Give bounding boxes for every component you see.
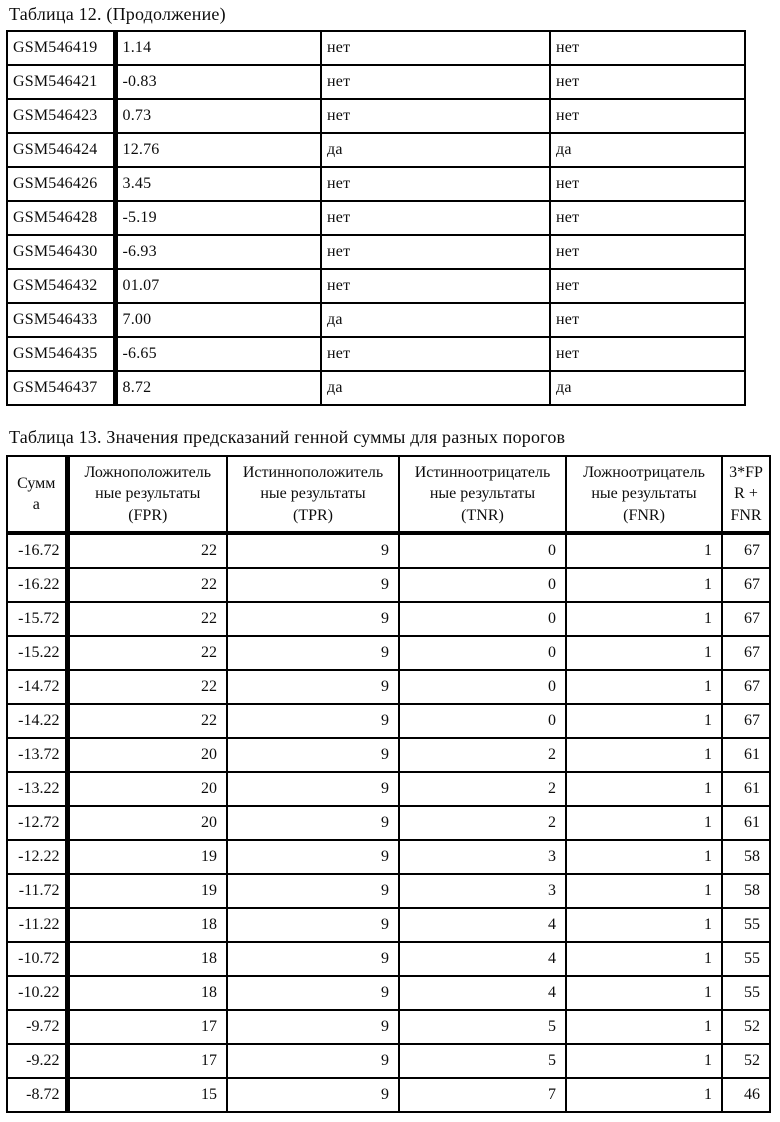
sum-cell: -14.22 [7,704,67,738]
value-cell: -5.19 [115,201,321,235]
table-row [7,874,770,908]
table-row [7,167,745,201]
header-fpr: Ложноположитель ные результаты (FPR) [67,456,227,533]
tpr-cell: 9 [227,1078,399,1112]
score-cell: 67 [722,670,770,704]
col3-cell: да [321,371,550,405]
table-row [7,568,770,602]
value-cell: 12.76 [115,133,321,167]
col3-cell: нет [321,337,550,371]
sample-id-cell: GSM546419 [7,31,115,65]
tnr-cell: 2 [399,806,566,840]
fpr-cell: 22 [67,602,227,636]
col4-cell: да [550,133,745,167]
tnr-cell: 0 [399,568,566,602]
fpr-cell: 17 [67,1044,227,1078]
table-row [7,269,745,303]
score-cell: 52 [722,1044,770,1078]
fnr-cell: 1 [566,533,722,568]
fnr-cell: 1 [566,772,722,806]
tnr-cell: 0 [399,602,566,636]
score-cell: 67 [722,704,770,738]
table-13-title: Таблица 13. Значения предсказаний генной суммы для разных порогов [9,427,566,447]
table-row [7,31,745,65]
tpr-cell: 9 [227,636,399,670]
tnr-cell: 5 [399,1044,566,1078]
col4-cell: нет [550,337,745,371]
value-cell: 8.72 [115,371,321,405]
col4-cell: нет [550,99,745,133]
table-row [7,806,770,840]
tnr-cell: 0 [399,533,566,568]
sum-cell: -12.72 [7,806,67,840]
sample-id-cell: GSM546428 [7,201,115,235]
table-row [7,738,770,772]
fpr-cell: 18 [67,908,227,942]
fpr-cell: 20 [67,806,227,840]
tpr-cell: 9 [227,602,399,636]
score-cell: 61 [722,738,770,772]
col4-cell: нет [550,269,745,303]
tpr-cell: 9 [227,908,399,942]
fnr-cell: 1 [566,1078,722,1112]
value-cell: 7.00 [115,303,321,337]
table-row [7,1010,770,1044]
table-row [7,65,745,99]
col4-cell: нет [550,235,745,269]
table-12 [6,30,746,406]
fnr-cell: 1 [566,1010,722,1044]
sample-id-cell: GSM546424 [7,133,115,167]
tpr-cell: 9 [227,840,399,874]
fpr-cell: 15 [67,1078,227,1112]
col4-cell: да [550,371,745,405]
score-cell: 67 [722,568,770,602]
sum-cell: -15.22 [7,636,67,670]
tnr-cell: 0 [399,670,566,704]
fnr-cell: 1 [566,1044,722,1078]
header-fnr: Ложноотрицатель ные результаты (FNR) [566,456,722,533]
sum-cell: -9.22 [7,1044,67,1078]
sum-cell: -16.22 [7,568,67,602]
col3-cell: да [321,303,550,337]
tnr-cell: 2 [399,738,566,772]
tpr-cell: 9 [227,704,399,738]
col4-cell: нет [550,201,745,235]
value-cell: 1.14 [115,31,321,65]
tpr-cell: 9 [227,738,399,772]
table-row [7,908,770,942]
table-row [7,670,770,704]
tpr-cell: 9 [227,1044,399,1078]
table-row [7,201,745,235]
value-cell: -0.83 [115,65,321,99]
table-row [7,1044,770,1078]
table-row [7,371,745,405]
score-cell: 58 [722,874,770,908]
sample-id-cell: GSM546421 [7,65,115,99]
score-cell: 67 [722,533,770,568]
sample-id-cell: GSM546433 [7,303,115,337]
fpr-cell: 22 [67,670,227,704]
score-cell: 61 [722,806,770,840]
tpr-cell: 9 [227,806,399,840]
fnr-cell: 1 [566,976,722,1010]
table-row [7,1078,770,1112]
sample-id-cell: GSM546435 [7,337,115,371]
fpr-cell: 18 [67,942,227,976]
sum-cell: -16.72 [7,533,67,568]
fnr-cell: 1 [566,704,722,738]
tpr-cell: 9 [227,772,399,806]
score-cell: 67 [722,602,770,636]
tnr-cell: 4 [399,942,566,976]
score-cell: 55 [722,976,770,1010]
sum-cell: -10.72 [7,942,67,976]
col3-cell: нет [321,99,550,133]
col4-cell: нет [550,31,745,65]
value-cell: -6.93 [115,235,321,269]
table-row [7,840,770,874]
tnr-cell: 3 [399,874,566,908]
table-row [7,772,770,806]
tpr-cell: 9 [227,670,399,704]
tpr-cell: 9 [227,976,399,1010]
sample-id-cell: GSM546423 [7,99,115,133]
tnr-cell: 0 [399,636,566,670]
sample-id-cell: GSM546437 [7,371,115,405]
fpr-cell: 20 [67,738,227,772]
tnr-cell: 7 [399,1078,566,1112]
sum-cell: -11.22 [7,908,67,942]
sum-cell: -15.72 [7,602,67,636]
col3-cell: нет [321,167,550,201]
fpr-cell: 22 [67,704,227,738]
fnr-cell: 1 [566,636,722,670]
value-cell: 3.45 [115,167,321,201]
table-13 [6,455,771,1113]
fpr-cell: 17 [67,1010,227,1044]
tpr-cell: 9 [227,942,399,976]
tnr-cell: 2 [399,772,566,806]
fpr-cell: 20 [67,772,227,806]
tpr-cell: 9 [227,874,399,908]
tnr-cell: 0 [399,704,566,738]
col3-cell: да [321,133,550,167]
tnr-cell: 4 [399,908,566,942]
table-row [7,942,770,976]
fnr-cell: 1 [566,602,722,636]
sample-id-cell: GSM546432 [7,269,115,303]
table-row [7,337,745,371]
header-tnr: Истинноотрицатель ные результаты (TNR) [399,456,566,533]
col3-cell: нет [321,65,550,99]
fnr-cell: 1 [566,670,722,704]
table-row [7,235,745,269]
header-score: 3*FP R + FNR [722,456,770,533]
sample-id-cell: GSM546426 [7,167,115,201]
score-cell: 55 [722,908,770,942]
fpr-cell: 19 [67,874,227,908]
table-row [7,99,745,133]
col4-cell: нет [550,303,745,337]
fnr-cell: 1 [566,874,722,908]
fnr-cell: 1 [566,942,722,976]
fpr-cell: 22 [67,533,227,568]
table-row [7,133,745,167]
tnr-cell: 3 [399,840,566,874]
sum-cell: -8.72 [7,1078,67,1112]
fpr-cell: 19 [67,840,227,874]
table-row [7,704,770,738]
sum-cell: -11.72 [7,874,67,908]
col4-cell: нет [550,65,745,99]
tnr-cell: 5 [399,1010,566,1044]
table-row [7,602,770,636]
col3-cell: нет [321,235,550,269]
sample-id-cell: GSM546430 [7,235,115,269]
fnr-cell: 1 [566,738,722,772]
tnr-cell: 4 [399,976,566,1010]
header-sum: Сумм а [7,456,67,533]
value-cell: 0.73 [115,99,321,133]
score-cell: 67 [722,636,770,670]
fnr-cell: 1 [566,908,722,942]
table-row [7,303,745,337]
score-cell: 58 [722,840,770,874]
sum-cell: -10.22 [7,976,67,1010]
fnr-cell: 1 [566,568,722,602]
score-cell: 46 [722,1078,770,1112]
table-12-title: Таблица 12. (Продолжение) [9,4,226,24]
table-row [7,976,770,1010]
value-cell: -6.65 [115,337,321,371]
sum-cell: -9.72 [7,1010,67,1044]
table-row [7,533,770,568]
header-tpr: Истинноположитель ные результаты (TPR) [227,456,399,533]
col3-cell: нет [321,269,550,303]
fnr-cell: 1 [566,840,722,874]
score-cell: 61 [722,772,770,806]
sum-cell: -12.22 [7,840,67,874]
col4-cell: нет [550,167,745,201]
tpr-cell: 9 [227,1010,399,1044]
tpr-cell: 9 [227,568,399,602]
col3-cell: нет [321,31,550,65]
sum-cell: -13.22 [7,772,67,806]
table-row [7,636,770,670]
table-13-header-row [7,456,770,533]
value-cell: 01.07 [115,269,321,303]
score-cell: 52 [722,1010,770,1044]
fpr-cell: 22 [67,636,227,670]
tpr-cell: 9 [227,533,399,568]
col3-cell: нет [321,201,550,235]
score-cell: 55 [722,942,770,976]
fpr-cell: 22 [67,568,227,602]
fpr-cell: 18 [67,976,227,1010]
fnr-cell: 1 [566,806,722,840]
sum-cell: -14.72 [7,670,67,704]
sum-cell: -13.72 [7,738,67,772]
